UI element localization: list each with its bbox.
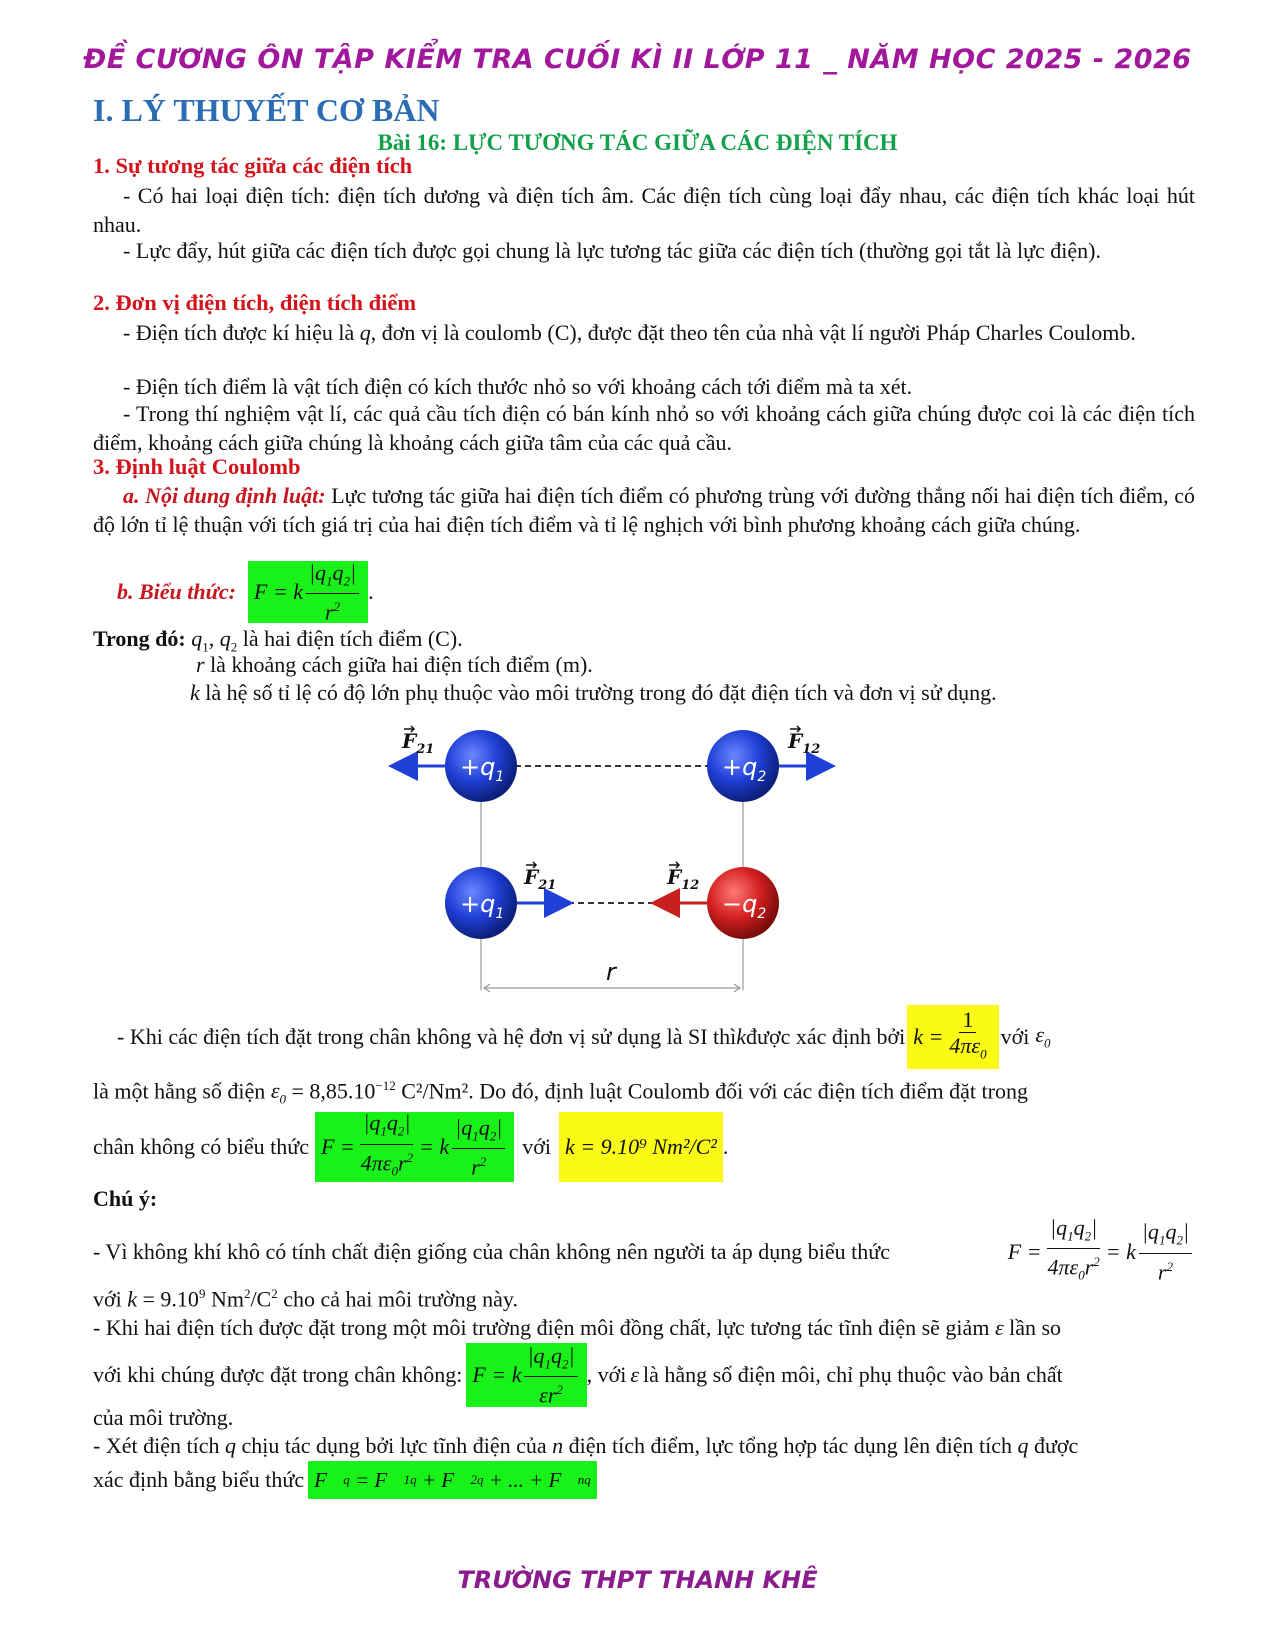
note-line-4: với khi chúng được đặt trong chân không: F = k $\frac{|q_1q_2|}{\varepsilon r^2}$ , với ε là hằng số điện môi, chỉ phụ thuộc vào bản chất [93, 1342, 1063, 1408]
document-header: ĐỀ CƯƠNG ÔN TẬP KIỂM TRA CUỐI KÌ II LỚP 11 _ NĂM HỌC 2025 - 2026 [83, 44, 1192, 75]
paragraph-spheres: - Trong thí nghiệm vật lí, các quả cầu tích điện có bán kính nhỏ so với khoảng cách giữa chúng được coi là các điện tích điểm, khoảng cách giữa chúng là khoảng cách giữa tâm của các quả cầu. [93, 401, 1195, 455]
label-q1-top: $+q_1$ [460, 753, 505, 785]
vacuum-line-2: là một hằng số điện $\varepsilon_0 = 8,85.10^{-12}$ C²/Nm². Do đó, định luật Coulomb đối với các điện tích điểm đặt trong [93, 1078, 1028, 1107]
note-line-1: - Vì không khí khô có tính chất điện giống của chân không nên người ta áp dụng biểu thức F = $\frac{|q_1q_2|}{4\pi\varepsilon_0r^2}$ = k $\frac{|q_1q_2|}{r^2}$ [93, 1215, 1195, 1288]
air-formula: F = $\frac{|q_1q_2|}{4\pi\varepsilon_0r^2}$ = k $\frac{|q_1q_2|}{r^2}$ [1008, 1215, 1195, 1288]
label-f12-top: $F_{12}$ [788, 729, 821, 757]
note-line-7: xác định bằng biểu thức F⃗ q = F⃗ 1q + F⃗ 2q + ... + F⃗ nq [93, 1461, 597, 1499]
school-footer: TRƯỜNG THPT THANH KHÊ [457, 1566, 818, 1594]
label-q2-bottom: $-q_2$ [722, 890, 767, 922]
paragraph-charge-symbol: - Điện tích được kí hiệu là q, đơn vị là coulomb (C), được đặt theo tên của nhà vật lí người Pháp Charles Coulomb. [123, 320, 1136, 345]
note-line-2: với $k = 9.10^9$ $Nm^2/C^2$ cho cả hai môi trường này. [93, 1286, 518, 1312]
coulomb-formula: F = k $\frac{|q_1q_2|}{r^2}$ [248, 561, 368, 623]
label-q1-bottom: $+q_1$ [460, 890, 505, 922]
vacuum-line-1: - Khi các điện tích đặt trong chân không và hệ đơn vị sử dụng là SI thì k được xác định bởi k = $\frac{1}{4\pi\varepsilon_0}$ với $\varepsilon_0$ [117, 1005, 1197, 1069]
note-label: Chú ý: [93, 1186, 158, 1211]
k-value: k = 9.10⁹ Nm²/C² [559, 1112, 723, 1182]
k-definition: k = $\frac{1}{4\pi\varepsilon_0}$ [907, 1005, 998, 1069]
vacuum-line-3: chân không có biểu thức F = $\frac{|q_1q_2|}{4\pi\varepsilon_0r^2}$ = k $\frac{|q_1q_2|}{r^2}$ với k = 9.10⁹ Nm²/C² . [93, 1112, 728, 1182]
where-line-2: r là khoảng cách giữa hai điện tích điểm (m). [196, 652, 593, 677]
section-title: I. LÝ THUYẾT CƠ BẢN [93, 92, 440, 128]
paragraph-point-charge: - Điện tích điểm là vật tích điện có kích thước nhỏ so với khoảng cách tới điểm mà ta xét. [123, 374, 913, 399]
dielectric-formula: F = k $\frac{|q_1q_2|}{\varepsilon r^2}$ [466, 1343, 586, 1407]
where-line-3: k là hệ số tỉ lệ có độ lớn phụ thuộc vào môi trường trong đó đặt điện tích và đơn vị sử dụng. [190, 680, 997, 705]
paragraph-charge-types: - Có hai loại điện tích: điện tích dương và điện tích âm. Các điện tích cùng loại đẩy nhau, các điện tích khác loại hút nhau. [93, 183, 1195, 237]
superposition-formula: F⃗ q = F⃗ 1q + F⃗ 2q + ... + F⃗ nq [308, 1461, 597, 1499]
heading-charge-unit: 2. Đơn vị điện tích, điện tích điểm [93, 290, 417, 315]
where-line-1: Trong đó: $q_1$, $q_2$ là hai điện tích điểm (C). [93, 626, 463, 655]
note-line-6: - Xét điện tích q chịu tác dụng bởi lực tĩnh điện của n điện tích điểm, lực tổng hợp tác dụng lên điện tích q được [93, 1433, 1079, 1458]
coulomb-diagram [380, 718, 860, 1003]
vacuum-coulomb-formula: F = $\frac{|q_1q_2|}{4\pi\varepsilon_0r^2}$ = k $\frac{|q_1q_2|}{r^2}$ [315, 1112, 514, 1182]
lesson-title: Bài 16: LỰC TƯƠNG TÁC GIỮA CÁC ĐIỆN TÍCH [377, 130, 898, 155]
label-f21-top: $F_{21}$ [402, 729, 435, 757]
label-f12-bottom: $F_{12}$ [667, 865, 700, 893]
paragraph-electric-force: - Lực đẩy, hút giữa các điện tích được gọi chung là lực tương tác giữa các điện tích (thường gọi tắt là lực điện). [123, 238, 1101, 263]
label-q2-top: $+q_2$ [722, 753, 767, 785]
heading-coulomb-law: 3. Định luật Coulomb [93, 454, 301, 479]
formula-label: b. Biểu thức: [117, 579, 236, 604]
paragraph-law-content: a. Nội dung định luật: Lực tương tác giữa hai điện tích điểm có phương trùng với đường thẳng nối hai điện tích điểm, có độ lớn tỉ lệ thuận với tích giá trị của hai điện tích điểm và tỉ lệ nghịch với bình phương khoảng cách giữa chúng. [93, 483, 1196, 537]
formula-line: b. Biểu thức: F = k $\frac{|q_1q_2|}{r^2}$ . [117, 559, 374, 625]
note-line-5: của môi trường. [93, 1405, 234, 1430]
note-line-3: - Khi hai điện tích được đặt trong một môi trường điện môi đồng chất, lực tương tác tĩnh điện sẽ giảm ε lần so [93, 1315, 1062, 1340]
label-f21-bottom: $F_{21}$ [524, 865, 557, 893]
heading-interaction: 1. Sự tương tác giữa các điện tích [93, 153, 413, 178]
label-r: r [606, 958, 616, 986]
